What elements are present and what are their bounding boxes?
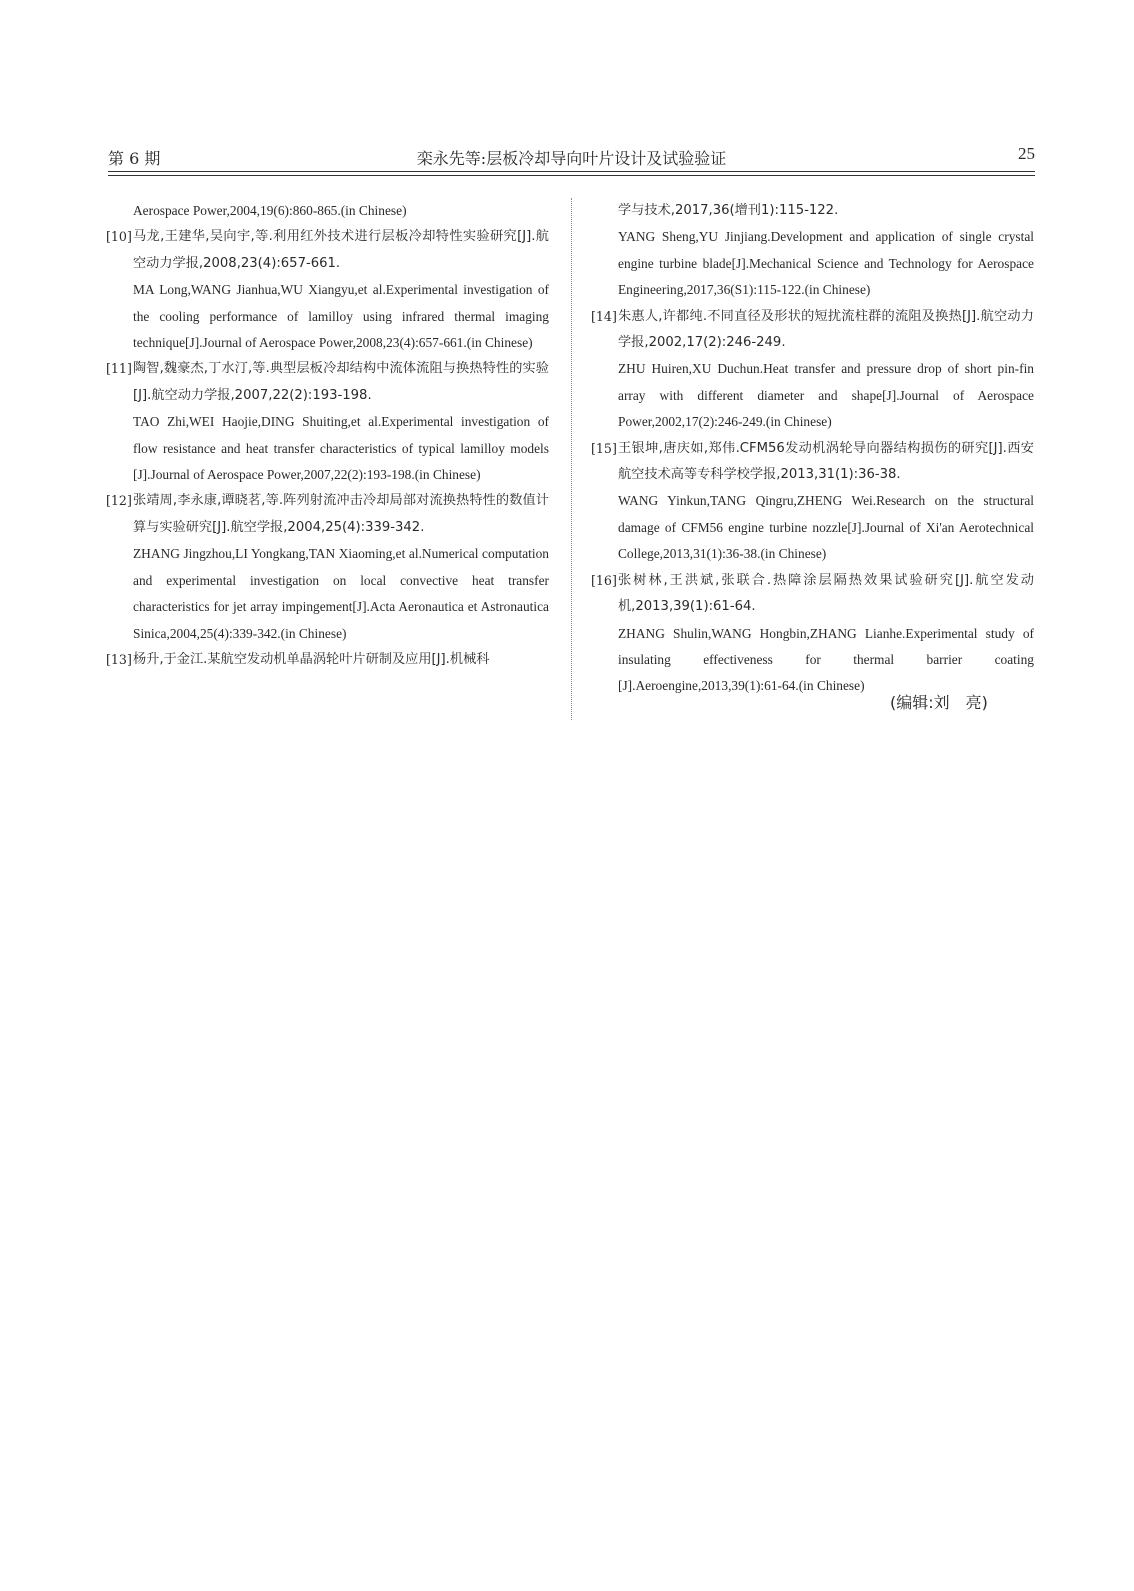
reference-zh: 朱惠人,许都纯.不同直径及形状的短扰流柱群的流阻及换热[J].航空动力学报,2002,17(2):246-249. xyxy=(618,308,1034,351)
header-rule-thick xyxy=(108,171,1035,172)
reference-number: [13] xyxy=(106,651,132,667)
reference-entry xyxy=(591,436,1034,568)
header-rule-thin xyxy=(108,175,1035,176)
reference-en: Aerospace Power,2004,19(6):860-865.(in Chinese) xyxy=(133,203,407,218)
reference-zh: 张树林,王洪斌,张联合.热障涂层隔热效果试验研究[J].航空发动机,2013,39(1):61-64. xyxy=(618,572,1034,615)
reference-number: [14] xyxy=(591,308,617,324)
references-right-column xyxy=(591,198,1034,700)
reference-entry xyxy=(106,488,549,646)
column-divider xyxy=(571,198,572,720)
reference-number: [12] xyxy=(106,493,132,509)
reference-zh: 马龙,王建华,吴向宇,等.利用红外技术进行层板冷却特性实验研究[J].航空动力学报,2008,23(4):657-661. xyxy=(133,229,549,271)
reference-number: [10] xyxy=(106,229,132,245)
reference-en: WANG Yinkun,TANG Qingru,ZHENG Wei.Research on the structural damage of CFM56 engine turbine nozzle[J].Journal of Xi'an Aerotechnical College,2013,31(1):36-38.(in Chinese) xyxy=(618,493,1034,562)
reference-entry xyxy=(106,647,549,673)
issue-label: 第 6 期 xyxy=(108,149,161,168)
article-title: 栾永先等:层板冷却导向叶片设计及试验验证 xyxy=(416,149,727,168)
reference-entry xyxy=(591,198,1034,304)
reference-en: MA Long,WANG Jianhua,WU Xiangyu,et al.Experimental investigation of the cooling performance of lamilloy using infrared thermal imaging technique[J].Journal of Aerospace Power,2008,23(4):657-661.(in Chinese) xyxy=(133,282,549,351)
reference-zh: 杨升,于金江.某航空发动机单晶涡轮叶片研制及应用[J].机械科 xyxy=(133,651,490,667)
reference-number: [15] xyxy=(591,440,617,456)
reference-zh: 张靖周,李永康,谭晓茗,等.阵列射流冲击冷却局部对流换热特性的数值计算与实验研究[J].航空学报,2004,25(4):339-342. xyxy=(133,493,549,535)
reference-entry xyxy=(591,568,1034,700)
reference-entry xyxy=(106,198,549,224)
running-header xyxy=(108,142,1035,172)
reference-entry xyxy=(106,224,549,356)
reference-en: ZHANG Shulin,WANG Hongbin,ZHANG Lianhe.Experimental study of insulating effectiveness for thermal barrier coating [J].Aeroengine,2013,39(1):61-64.(in Chinese) xyxy=(618,625,1034,694)
reference-en: ZHU Huiren,XU Duchun.Heat transfer and pressure drop of short pin-fin array with different diameter and shape[J].Journal of Aerospace Power,2002,17(2):246-249.(in Chinese) xyxy=(618,361,1034,430)
page-number: 25 xyxy=(1018,144,1035,163)
reference-number: [11] xyxy=(106,361,132,377)
reference-entry xyxy=(591,304,1034,436)
reference-zh: 陶智,魏豪杰,丁水汀,等.典型层板冷却结构中流体流阻与换热特性的实验[J].航空动力学报,2007,22(2):193-198. xyxy=(133,361,549,403)
editor-credit: (编辑:刘 亮) xyxy=(890,693,988,712)
references-left-column xyxy=(106,198,549,673)
reference-zh: 学与技术,2017,36(增刊1):115-122. xyxy=(618,203,839,218)
reference-en: YANG Sheng,YU Jinjiang.Development and application of single crystal engine turbine blade[J].Mechanical Science and Technology for Aerospace Engineering,2017,36(S1):115-122.(in Chinese) xyxy=(618,229,1034,298)
reference-zh: 王银坤,唐庆如,郑伟.CFM56发动机涡轮导向器结构损伤的研究[J].西安航空技术高等专科学校学报,2013,31(1):36-38. xyxy=(618,440,1034,483)
reference-en: TAO Zhi,WEI Haojie,DING Shuiting,et al.Experimental investigation of flow resistance and heat transfer characteristics of typical lamilloy models [J].Journal of Aerospace Power,2007,22(2):193-198.(in Chinese) xyxy=(133,414,549,483)
reference-entry xyxy=(106,356,549,488)
reference-en: ZHANG Jingzhou,LI Yongkang,TAN Xiaoming,et al.Numerical computation and experimental investigation on local convective heat transfer characteristics for jet array impingement[J].Acta Aeronautica et Astronautica Sinica,2004,25(4):339-342.(in Chinese) xyxy=(133,546,549,641)
reference-number: [16] xyxy=(591,572,617,588)
